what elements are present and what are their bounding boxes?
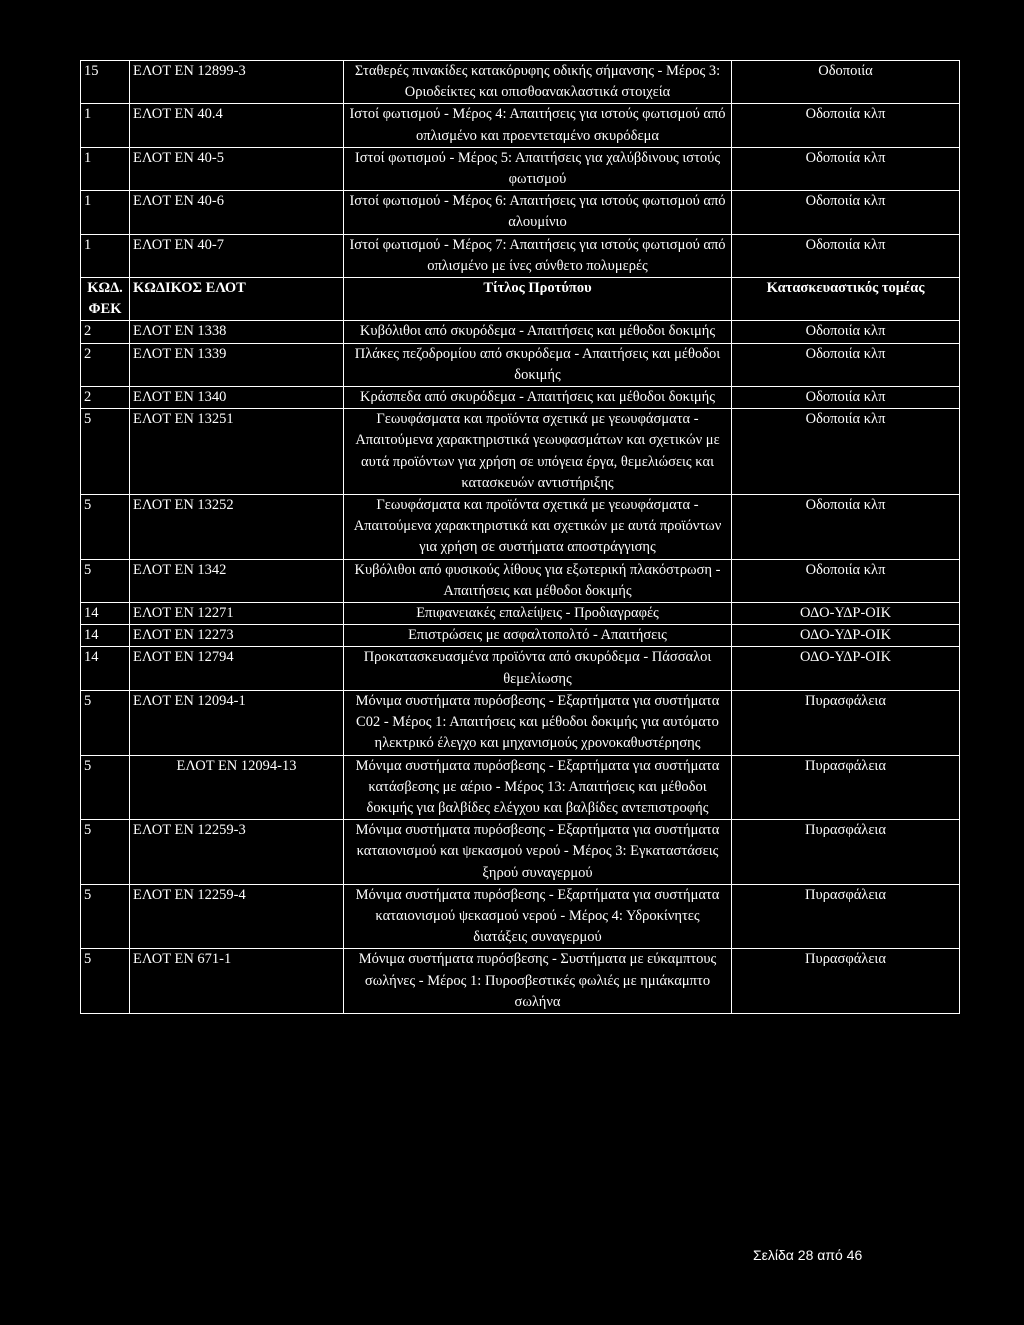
row-title: Γεωυφάσματα και προϊόντα σχετικά με γεωυφάσματα - Απαιτούμενα χαρακτηριστικά γεωυφασμάτων και σχετικών με αυτά προϊόντων για χρήση σε υπόγεια έργα, θεμελιώσεις και κατασκευών αντιστήριξης <box>344 409 732 495</box>
header-title: Τίτλος Προτύπου <box>344 278 732 321</box>
row-standard: ΕΛΟΤ ΕΝ 12273 <box>130 625 344 647</box>
row-sector: Πυρασφάλεια <box>732 884 960 949</box>
standards-table <box>80 60 960 1014</box>
row-sector: Οδοποιία κλπ <box>732 559 960 602</box>
row-standard: ΕΛΟΤ ΕΝ 40-6 <box>130 191 344 234</box>
row-sector: Οδοποιία κλπ <box>732 387 960 409</box>
header-standard: ΚΩΔΙΚΟΣ ΕΛΟΤ <box>130 278 344 321</box>
row-title: Μόνιμα συστήματα πυρόσβεσης - Συστήματα με εύκαμπτους σωλήνες - Μέρος 1: Πυροσβεστικές φωλιές με ημιάκαμπτο σωλήνα <box>344 949 732 1014</box>
row-title: Πλάκες πεζοδρομίου από σκυρόδεμα - Απαιτήσεις και μέθοδοι δοκιμής <box>344 343 732 386</box>
table-row <box>81 234 960 277</box>
row-code: 2 <box>81 387 130 409</box>
table-row <box>81 755 960 820</box>
table-row <box>81 690 960 755</box>
row-sector: Οδοποιία κλπ <box>732 191 960 234</box>
row-code: 5 <box>81 559 130 602</box>
row-sector: Πυρασφάλεια <box>732 820 960 885</box>
row-sector: Οδοποιία κλπ <box>732 343 960 386</box>
row-code: 14 <box>81 603 130 625</box>
row-title: Κυβόλιθοι από σκυρόδεμα - Απαιτήσεις και μέθοδοι δοκιμής <box>344 321 732 343</box>
row-standard: ΕΛΟΤ ΕΝ 671-1 <box>130 949 344 1014</box>
table-header-row <box>81 278 960 321</box>
row-title: Μόνιμα συστήματα πυρόσβεσης - Εξαρτήματα για συστήματα κατάσβεσης με αέριο - Μέρος 13: Απαιτήσεις και μέθοδοι δοκιμής για βαλβίδες ελέγχου και βαλβίδες αντεπιστροφής <box>344 755 732 820</box>
row-code: 5 <box>81 820 130 885</box>
row-code: 5 <box>81 884 130 949</box>
table-row <box>81 104 960 147</box>
row-standard: ΕΛΟΤ ΕΝ 13252 <box>130 495 344 560</box>
table-row <box>81 495 960 560</box>
row-code: 5 <box>81 690 130 755</box>
table-row <box>81 625 960 647</box>
row-code: 5 <box>81 949 130 1014</box>
row-code: 1 <box>81 147 130 190</box>
table-row <box>81 147 960 190</box>
row-standard: ΕΛΟΤ ΕΝ 12899-3 <box>130 61 344 104</box>
table-row <box>81 321 960 343</box>
row-standard: ΕΛΟΤ ΕΝ 40.4 <box>130 104 344 147</box>
row-code: 1 <box>81 104 130 147</box>
table-row <box>81 820 960 885</box>
row-title: Ιστοί φωτισμού - Μέρος 6: Απαιτήσεις για ιστούς φωτισμού από αλουμίνιο <box>344 191 732 234</box>
row-title: Επιστρώσεις με ασφαλτοπολτό - Απαιτήσεις <box>344 625 732 647</box>
row-standard: ΕΛΟΤ ΕΝ 1339 <box>130 343 344 386</box>
row-title: Ιστοί φωτισμού - Μέρος 5: Απαιτήσεις για χαλύβδινους ιστούς φωτισμού <box>344 147 732 190</box>
row-code: 1 <box>81 234 130 277</box>
table-row <box>81 387 960 409</box>
table-row <box>81 559 960 602</box>
row-sector: ΟΔΟ-ΥΔΡ-ΟΙΚ <box>732 625 960 647</box>
row-sector: Οδοποιία <box>732 61 960 104</box>
row-sector: Οδοποιία κλπ <box>732 234 960 277</box>
row-sector: Οδοποιία κλπ <box>732 409 960 495</box>
table-row <box>81 647 960 690</box>
table-row <box>81 603 960 625</box>
row-sector: Πυρασφάλεια <box>732 690 960 755</box>
row-standard: ΕΛΟΤ ΕΝ 12271 <box>130 603 344 625</box>
row-code: 5 <box>81 755 130 820</box>
row-title: Ιστοί φωτισμού - Μέρος 4: Απαιτήσεις για ιστούς φωτισμού από οπλισμένο και προεντεταμένο σκυρόδεμα <box>344 104 732 147</box>
row-title: Μόνιμα συστήματα πυρόσβεσης - Εξαρτήματα για συστήματα καταιονισμού και ψεκασμού νερού - Μέρος 3: Εγκαταστάσεις ξηρού συναγερμού <box>344 820 732 885</box>
row-sector: Οδοποιία κλπ <box>732 495 960 560</box>
row-code: 2 <box>81 343 130 386</box>
row-sector: ΟΔΟ-ΥΔΡ-ΟΙΚ <box>732 603 960 625</box>
row-sector: Πυρασφάλεια <box>732 755 960 820</box>
row-standard: ΕΛΟΤ ΕΝ 1338 <box>130 321 344 343</box>
row-standard: ΕΛΟΤ ΕΝ 12094-13 <box>130 755 344 820</box>
row-sector: Οδοποιία κλπ <box>732 147 960 190</box>
table-row <box>81 949 960 1014</box>
table-row <box>81 884 960 949</box>
row-title: Κυβόλιθοι από φυσικούς λίθους για εξωτερική πλακόστρωση - Απαιτήσεις και μέθοδοι δοκιμής <box>344 559 732 602</box>
row-sector: ΟΔΟ-ΥΔΡ-ΟΙΚ <box>732 647 960 690</box>
row-sector: Οδοποιία κλπ <box>732 104 960 147</box>
row-code: 1 <box>81 191 130 234</box>
row-standard: ΕΛΟΤ ΕΝ 12259-3 <box>130 820 344 885</box>
table-row <box>81 61 960 104</box>
row-code: 15 <box>81 61 130 104</box>
row-standard: ΕΛΟΤ ΕΝ 40-5 <box>130 147 344 190</box>
row-sector: Πυρασφάλεια <box>732 949 960 1014</box>
table-row <box>81 191 960 234</box>
row-title: Μόνιμα συστήματα πυρόσβεσης - Εξαρτήματα για συστήματα C02 - Μέρος 1: Απαιτήσεις και μέθοδοι δοκιμής για αυτόματο ηλεκτρικό έλεγχο και μηχανισμούς χρονοκαθυστέρησης <box>344 690 732 755</box>
row-title: Ιστοί φωτισμού - Μέρος 7: Απαιτήσεις για ιστούς φωτισμού από οπλισμένο με ίνες σύνθετο πολυμερές <box>344 234 732 277</box>
page-number: Σελίδα 28 από 46 <box>753 1247 863 1263</box>
row-title: Μόνιμα συστήματα πυρόσβεσης - Εξαρτήματα για συστήματα καταιονισμού ψεκασμού νερού - Μέρος 4: Υδροκίνητες διατάξεις συναγερμού <box>344 884 732 949</box>
row-code: 14 <box>81 647 130 690</box>
row-title: Επιφανειακές επαλείψεις - Προδιαγραφές <box>344 603 732 625</box>
row-standard: ΕΛΟΤ ΕΝ 12094-1 <box>130 690 344 755</box>
row-title: Γεωυφάσματα και προϊόντα σχετικά με γεωυφάσματα - Απαιτούμενα χαρακτηριστικά και σχετικών με αυτά προϊόντων για χρήση σε συστήματα αποστράγγισης <box>344 495 732 560</box>
row-title: Σταθερές πινακίδες κατακόρυφης οδικής σήμανσης - Μέρος 3: Οριοδείκτες και οπισθοανακλαστικά στοιχεία <box>344 61 732 104</box>
row-standard: ΕΛΟΤ ΕΝ 13251 <box>130 409 344 495</box>
row-sector: Οδοποιία κλπ <box>732 321 960 343</box>
row-title: Κράσπεδα από σκυρόδεμα - Απαιτήσεις και μέθοδοι δοκιμής <box>344 387 732 409</box>
header-code: ΚΩΔ. ΦΕΚ <box>81 278 130 321</box>
row-code: 5 <box>81 409 130 495</box>
row-standard: ΕΛΟΤ ΕΝ 1342 <box>130 559 344 602</box>
row-code: 2 <box>81 321 130 343</box>
table-row <box>81 343 960 386</box>
row-code: 14 <box>81 625 130 647</box>
table-row <box>81 409 960 495</box>
row-standard: ΕΛΟΤ ΕΝ 40-7 <box>130 234 344 277</box>
row-code: 5 <box>81 495 130 560</box>
header-sector: Κατασκευαστικός τομέας <box>732 278 960 321</box>
row-standard: ΕΛΟΤ ΕΝ 12259-4 <box>130 884 344 949</box>
row-standard: ΕΛΟΤ ΕΝ 12794 <box>130 647 344 690</box>
row-title: Προκατασκευασμένα προϊόντα από σκυρόδεμα - Πάσσαλοι θεμελίωσης <box>344 647 732 690</box>
row-standard: ΕΛΟΤ ΕΝ 1340 <box>130 387 344 409</box>
